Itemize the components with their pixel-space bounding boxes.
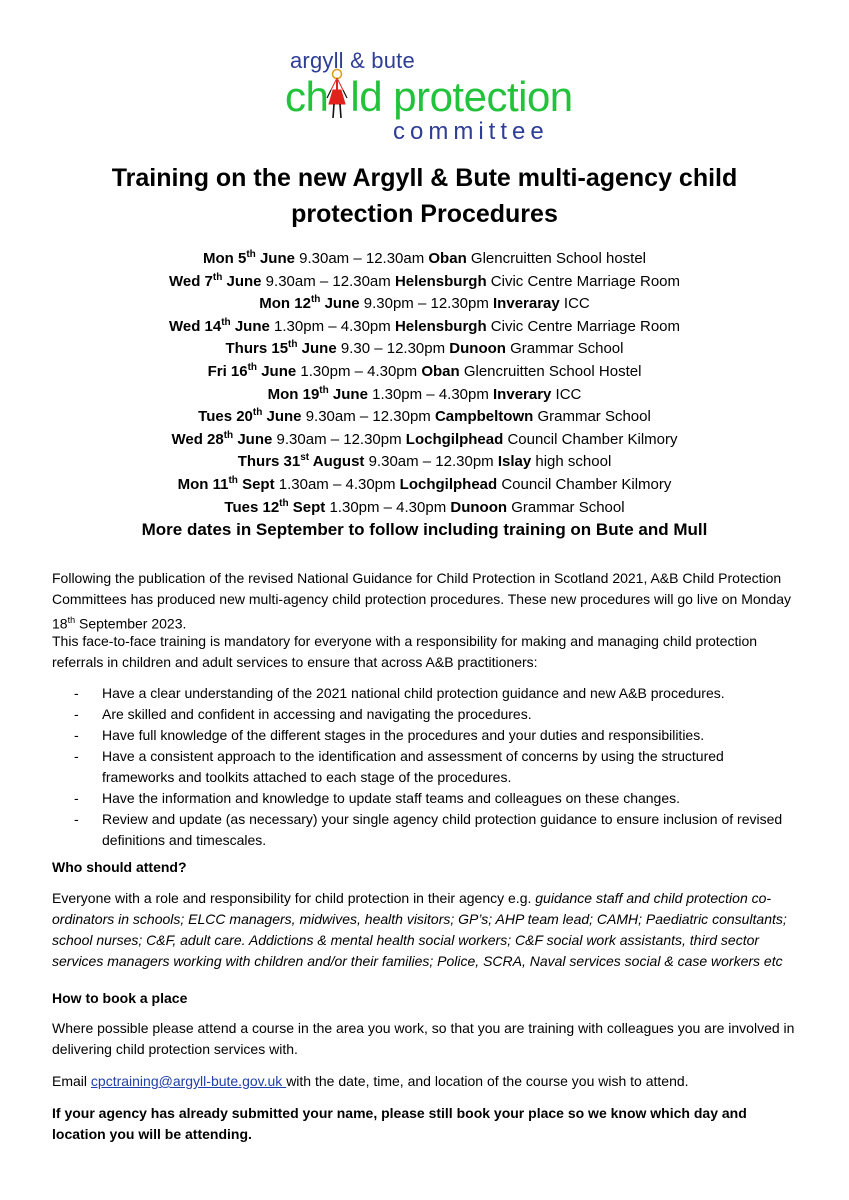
- bullet-dash: -: [74, 748, 79, 764]
- schedule-day: Wed 28: [171, 430, 224, 448]
- schedule-venue: Grammar School: [507, 498, 625, 516]
- schedule-day-suffix: th: [246, 249, 256, 260]
- schedule-line: [60, 497, 789, 520]
- schedule-line: [60, 248, 789, 271]
- schedule-place: Oban: [421, 362, 460, 380]
- schedule-day-suffix: th: [319, 384, 329, 396]
- schedule-day: Wed 7: [168, 272, 213, 290]
- schedule-month: June: [297, 340, 337, 358]
- who-paragraph: [52, 888, 797, 972]
- schedule-venue: Civic Centre Marriage Room: [486, 317, 681, 335]
- schedule-day: Tues 20: [198, 408, 253, 426]
- schedule-time: 1.30pm – 4.30pm: [296, 362, 422, 380]
- schedule-venue: ICC: [551, 385, 582, 403]
- title-line-1: Training on the new Argyll & Bute multi-agency child: [111, 164, 738, 192]
- schedule-day: Tues 12: [224, 498, 280, 516]
- list-item: [52, 746, 797, 788]
- schedule-day-suffix: th: [279, 497, 289, 509]
- mandatory-paragraph: This face-to-face training is mandatory for everyone with a responsibility for making and managing child protection referrals in children and adult services to ensure that across A&B practitioners:: [52, 633, 758, 670]
- bullet-dash: -: [74, 685, 79, 701]
- schedule-place: Inverary: [493, 385, 552, 403]
- schedule-day-suffix: th: [221, 316, 231, 328]
- schedule-month: Sept: [237, 475, 275, 493]
- email-suffix: with the date, time, and location of the course you wish to attend.: [286, 1073, 689, 1089]
- schedule-time: 1.30pm – 4.30pm: [269, 317, 395, 335]
- booking-final-note: If your agency has already submitted your name, please still book your place so we know which day and location you will be attending.: [52, 1105, 747, 1142]
- schedule-month: June: [262, 408, 302, 426]
- email-link[interactable]: cpctraining@argyll-bute.gov.uk: [90, 1073, 287, 1089]
- schedule-day: Mon 12: [259, 295, 311, 313]
- schedule-month: Sept: [288, 498, 326, 516]
- schedule-line: [60, 451, 789, 474]
- schedule-day: Mon 11: [177, 475, 229, 493]
- publication-paragraph: [52, 568, 797, 635]
- schedule-day-suffix: th: [223, 429, 234, 441]
- schedule-month: June: [222, 272, 262, 290]
- schedule-month: June: [230, 317, 270, 335]
- booking-heading: How to book a place: [52, 990, 188, 1006]
- publication-text: Following the publication of the revised National Guidance for Child Protection in Scotland 2021, A&B Child Protection Committees has produced new multi-agency child protection procedures. These new procedures will go live on Monday 18: [52, 570, 792, 632]
- schedule-day-suffix: th: [252, 407, 263, 419]
- schedule-place: Helensburgh: [394, 317, 487, 335]
- schedule-time: 9.30am – 12.30pm: [364, 453, 498, 471]
- schedule-venue: Council Chamber Kilmory: [497, 475, 672, 493]
- more-dates-note: More dates in September to follow including training on Bute and Mull: [141, 520, 708, 539]
- schedule-line: [60, 316, 789, 339]
- schedule-time: 1.30pm – 4.30pm: [325, 498, 451, 516]
- list-item-text: Review and update (as necessary) your single agency child protection guidance to ensure inclusion of revised definitions and timescales.: [102, 811, 783, 848]
- schedule-time: 9.30am – 12.30am: [261, 272, 395, 290]
- schedule-day: Fri 16: [207, 362, 248, 380]
- schedule-place: Inveraray: [493, 295, 560, 313]
- publication-text-end: September 2023.: [75, 615, 187, 632]
- schedule-venue: Grammar School: [533, 408, 651, 426]
- logo-top-text: argyll & bute: [290, 48, 415, 73]
- booking-where: Where possible please attend a course in the area you work, so that you are training with colleagues you are involved in delivering child protection services with.: [52, 1020, 795, 1057]
- schedule-venue: Council Chamber Kilmory: [503, 430, 678, 448]
- who-heading: Who should attend?: [52, 859, 187, 875]
- schedule-day: Mon 19: [267, 385, 320, 403]
- schedule-line: [60, 429, 789, 452]
- publication-sup: th: [67, 615, 76, 625]
- schedule-day-suffix: th: [288, 339, 298, 351]
- schedule-time: 9.30am – 12.30pm: [272, 430, 406, 448]
- logo-main-right: ld protection: [350, 73, 573, 120]
- who-intro: Everyone with a role and responsibility for child protection in their agency e.g.: [52, 890, 536, 906]
- email-prefix: Email: [52, 1073, 91, 1089]
- schedule-day-suffix: th: [228, 474, 238, 486]
- schedule-place: Campbeltown: [434, 408, 534, 426]
- schedule-day-suffix: st: [300, 452, 310, 464]
- schedule-line: [60, 384, 789, 407]
- schedule-day-suffix: th: [247, 361, 258, 373]
- bullet-dash: -: [74, 811, 79, 827]
- list-item-text: Have a clear understanding of the 2021 national child protection guidance and new A&B procedures.: [102, 685, 725, 701]
- schedule-place: Helensburgh: [394, 272, 487, 290]
- schedule-time: 1.30pm – 4.30pm: [367, 385, 494, 403]
- schedule-venue: ICC: [559, 295, 590, 313]
- schedule-time: 9.30am – 12.30am: [294, 250, 429, 267]
- logo: [285, 48, 573, 148]
- list-item-text: Have the information and knowledge to update staff teams and colleagues on these changes.: [102, 790, 681, 806]
- schedule-place: Dunoon: [449, 340, 506, 358]
- schedule-place: Lochgilphead: [405, 430, 504, 448]
- bullet-dash: -: [74, 790, 79, 806]
- list-item: [52, 809, 797, 851]
- schedule-line: [60, 406, 789, 429]
- child-figure-icon: [325, 68, 349, 120]
- title-line-2: protection Procedures: [291, 200, 558, 228]
- list-item: [52, 704, 797, 725]
- schedule-line: [60, 338, 789, 361]
- outcomes-list: [52, 683, 797, 851]
- schedule-day-suffix: th: [310, 294, 321, 306]
- schedule-month: June: [257, 362, 297, 380]
- schedule-month: June: [255, 250, 295, 267]
- booking-email-line: [52, 1071, 797, 1092]
- schedule-venue: Glencruitten School Hostel: [459, 362, 642, 380]
- schedule-venue: Grammar School: [505, 340, 624, 358]
- schedule-day: Thurs 31: [237, 453, 301, 471]
- list-item: [52, 788, 797, 809]
- logo-bottom-text: committee: [393, 118, 549, 145]
- schedule-time: 9.30 – 12.30pm: [336, 340, 450, 358]
- list-item-text: Have a consistent approach to the identification and assessment of concerns by using the structured frameworks and toolkits attached to each stage of the procedures.: [102, 748, 724, 785]
- schedule-line: [60, 361, 789, 384]
- schedule-month: August: [309, 453, 365, 471]
- schedule-month: June: [233, 430, 273, 448]
- schedule-time: 9.30am – 12.30pm: [301, 408, 435, 426]
- list-item: [52, 683, 797, 704]
- schedule-day: Thurs 15: [225, 340, 289, 358]
- schedule-month: June: [320, 295, 360, 313]
- schedule-line: [60, 293, 789, 316]
- schedule-month: June: [328, 385, 368, 403]
- schedule-day-suffix: th: [212, 271, 223, 283]
- schedule-line: [60, 474, 789, 497]
- list-item-text: Have full knowledge of the different stages in the procedures and your duties and responsibilities.: [102, 727, 705, 743]
- schedule-venue: Civic Centre Marriage Room: [486, 272, 681, 290]
- training-schedule: [60, 248, 789, 519]
- schedule-place: Dunoon: [450, 498, 508, 516]
- logo-main-left: ch: [285, 73, 329, 120]
- page-title: [60, 160, 789, 232]
- who-examples: guidance staff and child protection co-ordinators in schools; ELCC managers, midwives, health visitors; GP’s; AHP team lead; CAMH; Paediatric consultants; school nurses; C&F, adult care. Addictions & mental health social workers; C&F social work assistants, third sector services managers working with children and/or their families; Police, SCRA, Naval services social & case workers etc: [52, 890, 787, 969]
- list-item: [52, 725, 797, 746]
- schedule-time: 9.30pm – 12.30pm: [359, 295, 494, 313]
- schedule-line: [60, 271, 789, 294]
- schedule-place: Lochgilphead: [399, 475, 498, 493]
- schedule-time: 1.30am – 4.30pm: [274, 475, 400, 493]
- list-item-text: Are skilled and confident in accessing and navigating the procedures.: [102, 706, 532, 722]
- schedule-place: Islay: [497, 453, 532, 471]
- schedule-venue: Glencruitten School hostel: [466, 250, 647, 267]
- bullet-dash: -: [74, 706, 79, 722]
- bullet-dash: -: [74, 727, 79, 743]
- schedule-place: Oban: [428, 250, 467, 267]
- schedule-day: Wed 14: [168, 317, 222, 335]
- schedule-day: Mon 5: [202, 250, 247, 267]
- schedule-venue: high school: [531, 453, 612, 471]
